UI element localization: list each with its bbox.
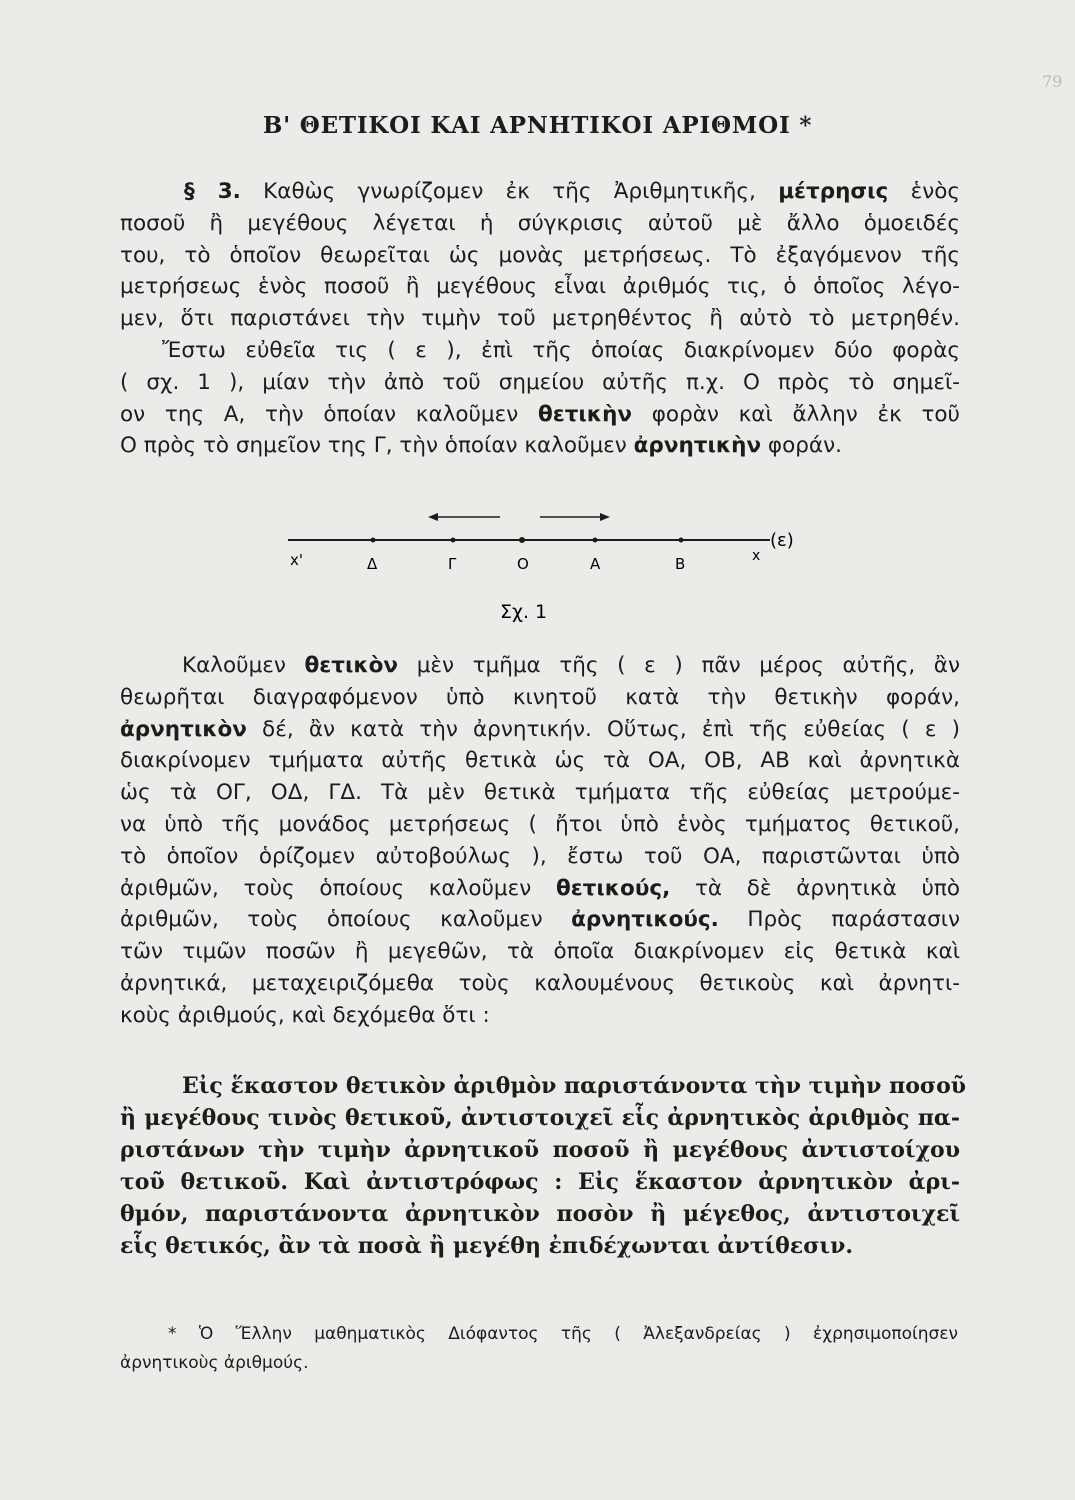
label-a: Α xyxy=(590,555,601,573)
text-line xyxy=(120,430,960,462)
number-line-diagram xyxy=(0,500,1075,640)
footnote-line: ἀρνητικοὺς ἀριθμούς. xyxy=(120,1353,309,1373)
point-b xyxy=(679,538,684,543)
text-line: του, τὸ ὁποῖον θεωρεῖται ὡς μονὰς μετρήσεως. Τὸ ἐξαγόμενον τῆς xyxy=(120,242,960,268)
text-line: Εἰς ἕκαστον θετικὸν ἀριθμὸν παριστάνοντα τὴν τιμὴν ποσοῦ xyxy=(182,1073,967,1099)
text-line: ὡς τὰ ΟΓ, ΟΔ, ΓΔ. Τὰ μὲν θετικὰ τμήματα τῆς εὐθείας μετρούμε- xyxy=(120,780,960,806)
text-line xyxy=(120,873,960,905)
left-arrowhead xyxy=(428,513,438,521)
text-line xyxy=(120,650,960,682)
text-line xyxy=(120,714,960,746)
text-run: τὰ δὲ ἀρνητικὰ ὑπὸ xyxy=(670,875,960,901)
figure-1 xyxy=(0,500,1075,640)
text-run: φοράν. xyxy=(761,433,842,459)
text-line: Ἔστω εὐθεῖα τις ( ε ), ἐπὶ τῆς ὁποίας διακρίνομεν δύο φορὰς xyxy=(162,337,960,363)
page-number: 79 xyxy=(1042,72,1063,91)
text-run: φορὰν καὶ ἄλλην ἐκ τοῦ xyxy=(632,401,960,427)
text-run: ον της Α, τὴν ὁποίαν καλοῦμεν xyxy=(120,401,538,427)
paragraph-1 xyxy=(120,176,960,462)
term-arnitikon: ἀρνητικὸν xyxy=(120,716,247,742)
section-title: Β' ΘΕΤΙΚΟΙ ΚΑΙ ΑΡΝΗΤΙΚΟΙ ΑΡΙΘΜΟΙ * xyxy=(262,112,813,139)
text-line: να ὑπὸ τῆς μονάδος μετρήσεως ( ἤτοι ὑπὸ ἑνὸς τμήματος θετικοῦ, xyxy=(120,811,960,837)
label-x: x xyxy=(752,548,761,564)
label-b: Β xyxy=(675,555,686,573)
line-label: (ε) xyxy=(770,530,794,551)
term-thetikin: θετικὴν xyxy=(537,401,633,427)
text-line: μεν, ὅτι παριστάνει τὴν τιμὴν τοῦ μετρηθέντος ἢ αὐτὸ τὸ μετρηθέν. xyxy=(120,306,960,332)
text-run: Ο πρὸς τὸ σημεῖον της Γ, τὴν ὁποίαν καλοῦμεν xyxy=(120,433,634,459)
text-line xyxy=(120,176,960,208)
figure-caption: Σχ. 1 xyxy=(500,601,548,623)
text-line: κοὺς ἀριθμούς, καὶ δεχόμεθα ὅτι : xyxy=(120,1002,490,1028)
text-line: ριστάνων τὴν τιμὴν ἀρνητικοῦ ποσοῦ ἢ μεγέθους ἀντιστοίχου xyxy=(120,1137,960,1163)
text-line xyxy=(120,399,960,431)
footnote xyxy=(120,1320,958,1378)
text-line: θεωρῆται διαγραφόμενον ὑπὸ κινητοῦ κατὰ τὴν θετικὴν φοράν, xyxy=(120,684,960,710)
label-delta: Δ xyxy=(367,555,378,573)
point-o xyxy=(519,537,525,543)
text-line: ( σχ. 1 ), μίαν τὴν ἀπὸ τοῦ σημείου αὐτῆς π.χ. Ο πρὸς τὸ σημεῖ- xyxy=(120,369,960,395)
text-line: εἷς θετικός, ἂν τὰ ποσὰ ἢ μεγέθη ἐπιδέχωνται ἀντίθεσιν. xyxy=(120,1233,854,1259)
label-gamma: Γ xyxy=(448,555,457,573)
text-line: τοῦ θετικοῦ. Καὶ ἀντιστρόφως : Εἰς ἕκαστον ἀρνητικὸν ἀρι- xyxy=(120,1169,960,1195)
term-arnitikous: ἀρνητικούς. xyxy=(571,907,719,933)
label-x-prime: x' xyxy=(290,551,304,569)
point-gamma xyxy=(451,538,456,543)
section-number: § 3. xyxy=(184,179,241,204)
paragraph-2 xyxy=(120,650,960,1032)
text-line: διακρίνομεν τμήματα αὐτῆς θετικὰ ὡς τὰ ΟΑ, ΟΒ, ΑΒ καὶ ἀρνητικὰ xyxy=(120,748,960,774)
text-line: ποσοῦ ἢ μεγέθους λέγεται ἡ σύγκρισις αὐτοῦ μὲ ἄλλο ὁμοειδές xyxy=(120,210,960,236)
text-line: ἢ μεγέθους τινὸς θετικοῦ, ἀντιστοιχεῖ εἷς ἀρνητικὸς ἀριθμὸς πα- xyxy=(120,1105,960,1131)
text-run: ἀριθμῶν, τοὺς ὁποίους καλοῦμεν xyxy=(120,907,572,933)
label-o: Ο xyxy=(517,555,529,573)
text-line: θμόν, παριστάνοντα ἀρνητικὸν ποσὸν ἢ μέγεθος, ἀντιστοιχεῖ xyxy=(120,1201,960,1227)
text-line: μετρήσεως ἑνὸς ποσοῦ ἢ μεγέθους εἶναι ἀριθμός τις, ὁ ὁποῖος λέγο- xyxy=(120,274,960,300)
text-run: Καλοῦμεν xyxy=(182,653,305,678)
text-run: δέ, ἂν κατὰ τὴν ἀρνητικήν. Οὕτως, ἐπὶ τῆς εὐθείας ( ε ) xyxy=(246,716,960,742)
text-line: τὸ ὁποῖον ὁρίζομεν αὐτοβούλως ), ἔστω τοῦ ΟΑ, παριστῶνται ὑπὸ xyxy=(120,843,960,869)
text-line: τῶν τιμῶν ποσῶν ἢ μεγεθῶν, τὰ ὁποῖα διακρίνομεν εἰς θετικὰ καὶ xyxy=(120,939,960,965)
text-run: ἀριθμῶν, τοὺς ὁποίους καλοῦμεν xyxy=(120,875,556,901)
point-delta xyxy=(371,538,376,543)
footnote-line: * Ὁ Ἕλλην μαθηματικὸς Διόφαντος τῆς ( Ἀλεξανδρείας ) ἐχρησιμοποίησεν xyxy=(168,1324,958,1344)
text-run: μὲν τμῆμα τῆς ( ε ) πᾶν μέρος αὐτῆς, ἂν xyxy=(398,653,960,678)
term-thetikous: θετικούς, xyxy=(555,875,671,901)
text-run: Καθὼς γνωρίζομεν ἐκ τῆς Ἀριθμητικῆς, xyxy=(240,179,779,204)
paragraph-3-bold-rule xyxy=(120,1070,967,1262)
right-arrowhead xyxy=(600,513,610,521)
point-a xyxy=(593,538,598,543)
text-line xyxy=(120,904,960,936)
term-arnitikin: ἀρνητικὴν xyxy=(633,433,762,459)
text-line: ἀρνητικά, μεταχειριζόμεθα τοὺς καλουμένους θετικοὺς καὶ ἀρνητι- xyxy=(120,970,960,996)
text-run: ἑνὸς xyxy=(888,179,960,204)
term-metrisis: μέτρησις xyxy=(778,179,889,204)
text-run: Πρὸς παράστασιν xyxy=(718,907,960,933)
term-thetikon: θετικὸν xyxy=(304,653,399,678)
